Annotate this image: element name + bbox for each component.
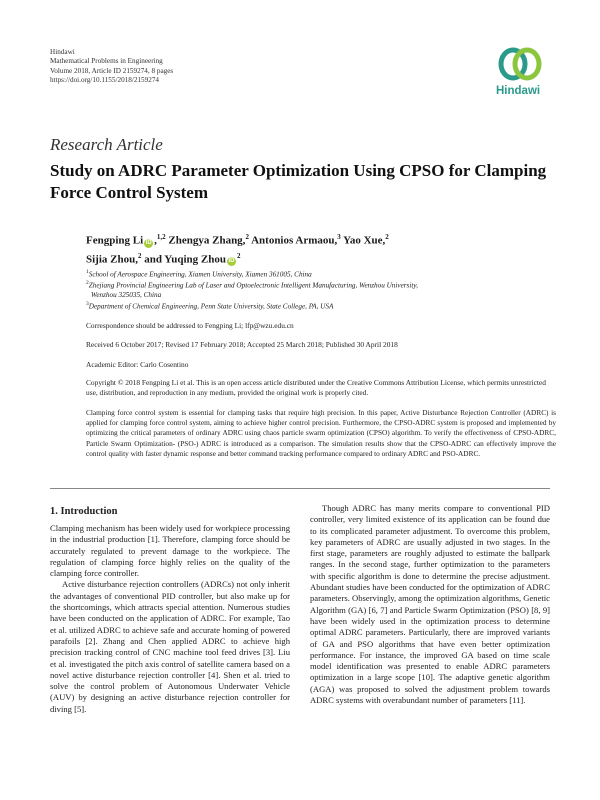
affiliation-text: School of Aerospace Engineering, Xiamen University, Xiamen 361005, China: [88, 270, 312, 279]
author-name[interactable]: Fengping Li: [86, 234, 144, 247]
hindawi-logo-icon: [498, 44, 542, 84]
article-dates: Received 6 October 2017; Revised 17 February 2018; Accepted 25 March 2018; Published 30 April 2018: [86, 340, 398, 349]
author-list: Fengping Li iD ,$^{1,2}$ Zhengya Zhang,$^2$ Antonios Armaou,$^3$ Yao Xue,$^2$ Sijia Zhou,$^2$ and Yuqing Zhou $iD^2$: [86, 233, 389, 266]
author-name[interactable]: Zhengya Zhang,: [168, 234, 246, 247]
section-divider: [50, 488, 550, 489]
affiliation-text: Zhejiang Provincial Engineering Lab of Laser and Optoelectronic Intelligent Manufacturing, Wenzhou University,: [88, 281, 418, 290]
academic-editor: Academic Editor: Carlo Cosentino: [86, 360, 189, 369]
logo-wordmark: Hindawi: [496, 85, 541, 97]
author-name[interactable]: and Yuqing Zhou: [144, 253, 226, 266]
paragraph: Though ADRC has many merits compare to conventional PID controller, very limited existence of its application can be found due to its complicated parameter adjustment. To overcome this problem, key parameters of ADRC are usually adjusted in two stages. In the first stage, parameters are roughly adjusted to estimate the ballpark ranges. In the second stage, further optimization to the parameters with specific algorithm is done to determine the precise adjustment. Abundant studies have been conducted for the optimization of ADRC parameters. Observingly, among the optimization algorithms, Genetic Algorithm (GA) [6, 7] and Particle Swarm Optimization (PSO) [8, 9] have been widely used in the optimization process to determine optimal ADRC parameters. Particularly, there are improved variants of GA and PSO algorithms that have even better optimization performance. For instance, the improved GA based on time scale model identification was presented to enable ADRC parameters optimization in a large scope [10]. The adaptive genetic algorithm (AGA) was proposed to solved the adjustment problem towards ADRC systems with overabundant number of parameters [11].: [310, 503, 550, 706]
journal-name: Mathematical Problems in Engineering: [50, 57, 163, 66]
author-affiliation-mark: 2: [385, 233, 389, 241]
section-heading: 1. Introduction: [50, 506, 118, 517]
volume-info: Volume 2018, Article ID 2159274, 8 pages: [50, 66, 174, 75]
orcid-icon[interactable]: iD: [228, 258, 235, 265]
author-name[interactable]: Yao Xue,: [343, 234, 386, 247]
doi-link[interactable]: https://doi.org/10.1155/2018/2159274: [50, 76, 160, 85]
paragraph: Clamping mechanism has been widely used for workpiece processing in the industrial production [1]. Therefore, clamping force should be accurately regulated to prevent damage to the workpiece. The regulation of clamping force highly relies on the quality of the clamping force controller.: [50, 523, 290, 579]
correspondence: Correspondence should be addressed to Fengping Li; lfp@wzu.edu.cn: [86, 321, 294, 330]
paragraph: Active disturbance rejection controllers (ADRCs) not only inherit the advantages of conventional PID controller, but also make up for the shortcomings, which attracts special attention. Numerous studies have been conducted on the application of ADRC. For example, Tao et al. utilized ADRC to achieve safe and accurate homing of powered parafoils [2]. Zhang and Chen applied ADRC to achieve high precision tracking control of CNC machine tool feed drives [3]. Liu et al. investigated the pitch axis control of satellite camera based on a novel active disturbance rejection controller [4]. Shen et al. tried to solve the control problem of Autonomous Underwater Vehicle (AUV) by designing an active disturbance rejection controller for diving [5].: [50, 579, 290, 714]
hindawi-logo: [496, 44, 552, 97]
article-type: Research Article: [50, 135, 163, 154]
right-column: [310, 503, 550, 706]
author-affiliation-mark: 1,2: [156, 233, 166, 241]
paper-title: Study on ADRC Parameter Optimization Using CPSO for Clamping Force Control System: [50, 161, 547, 202]
affiliation-3: $^3$Department of Chemical Engineering, Penn State University, State College, PA, USA: [86, 301, 334, 311]
author-affiliation-mark: 2: [245, 233, 249, 241]
affiliation-text-cont: Wenzhou 325035, China: [91, 290, 162, 299]
left-column: [50, 505, 290, 715]
author-name[interactable]: Antonios Armaou,: [251, 234, 338, 247]
author-affiliation-mark: 2: [137, 251, 142, 260]
author-affiliation-mark: 2: [236, 251, 241, 260]
author-affiliation-mark: 3: [337, 233, 341, 241]
orcid-icon[interactable]: iD: [145, 239, 152, 246]
copyright-notice: Copyright © 2018 Fengping Li et al. This is an open access article distributed under the Creative Commons Attribution License, which permits unrestricted use, distribution, and reproduction in any medium, provided the original work is properly cited.: [86, 378, 546, 397]
author-name[interactable]: Sijia Zhou,: [86, 253, 138, 266]
publisher-name: Hindawi: [50, 48, 75, 56]
journal-info: [50, 48, 173, 86]
affiliation-1: $^1$School of Aerospace Engineering, Xiamen University, Xiamen 361005, China: [86, 269, 312, 279]
affiliation-2: $^2$Zhejiang Provincial Engineering Lab of Laser and Optoelectronic Intelligent Manufacturing, Wenzhou University, Wenzhou 325035, China: [86, 279, 556, 301]
affiliation-text: Department of Chemical Engineering, Penn State University, State College, PA, USA: [88, 302, 334, 311]
abstract: Clamping force control system is essential for clamping tasks that require high precision. In this paper, Active Disturbance Rejection Controller (ADRC) is applied for clamping force control system, aiming to achieve higher control precision. Furthermore, the CPSO-ADRC system is proposed and implemented by optimizing the critical parameters of ordinary ADRC using chaos particle swarm optimization (CPSO) algorithm. To verify the effectiveness of CPSO-ADRC, Particle Swarm Optimization- (PSO-) ADRC is introduced as a comparison. The simulation results show that the CPSO-ADRC can effectively improve the control quality with faster dynamic response and better command tracking performance compared to ordinary ADRC and PSO-ADRC.: [86, 408, 556, 458]
